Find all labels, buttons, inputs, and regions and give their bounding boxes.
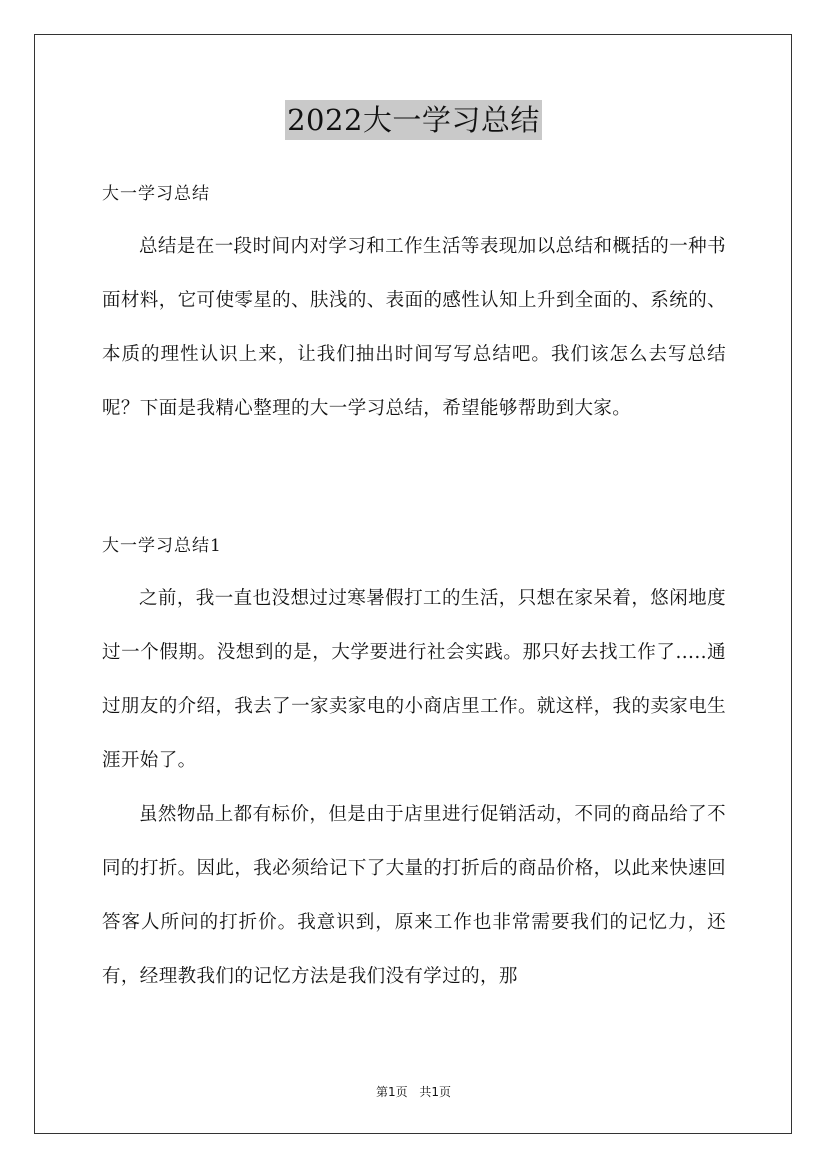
intro-heading: 大一学习总结 [102,184,210,204]
section1-paragraph-1: 之前，我一直也没想过过寒暑假打工的生活，只想在家呆着，悠闲地度过一个假期。没想到的是，大学要进行社会实践。那只好去找工作了.....通过朋友的介绍，我去了一家卖家电的小商店里工作。就这样，我的卖家电生涯开始了。 [102,588,726,771]
intro-paragraph: 总结是在一段时间内对学习和工作生活等表现加以总结和概括的一种书面材料，它可使零星的、肤浅的、表面的感性认知上升到全面的、系统的、本质的理性认识上来，让我们抽出时间写写总结吧。我们该怎么去写总结呢？下面是我精心整理的大一学习总结，希望能够帮助到大家。 [102,236,726,419]
document-title: 2022大一学习总结 [285,100,542,140]
page-number-current: 第1页 [375,1085,408,1099]
title-container [0,100,827,140]
section1-paragraph-2: 虽然物品上都有标价，但是由于店里进行促销活动，不同的商品给了不同的打折。因此，我必须给记下了大量的打折后的商品价格，以此来快速回答客人所问的打折价。我意识到，原来工作也非常需要我们的记忆力，还有，经理教我们的记忆方法是我们没有学过的，那 [102,804,726,987]
section1-heading: 大一学习总结1 [102,536,222,556]
document-body [102,172,726,1004]
page-footer [0,1083,827,1100]
page-number-total: 共1页 [419,1085,452,1099]
